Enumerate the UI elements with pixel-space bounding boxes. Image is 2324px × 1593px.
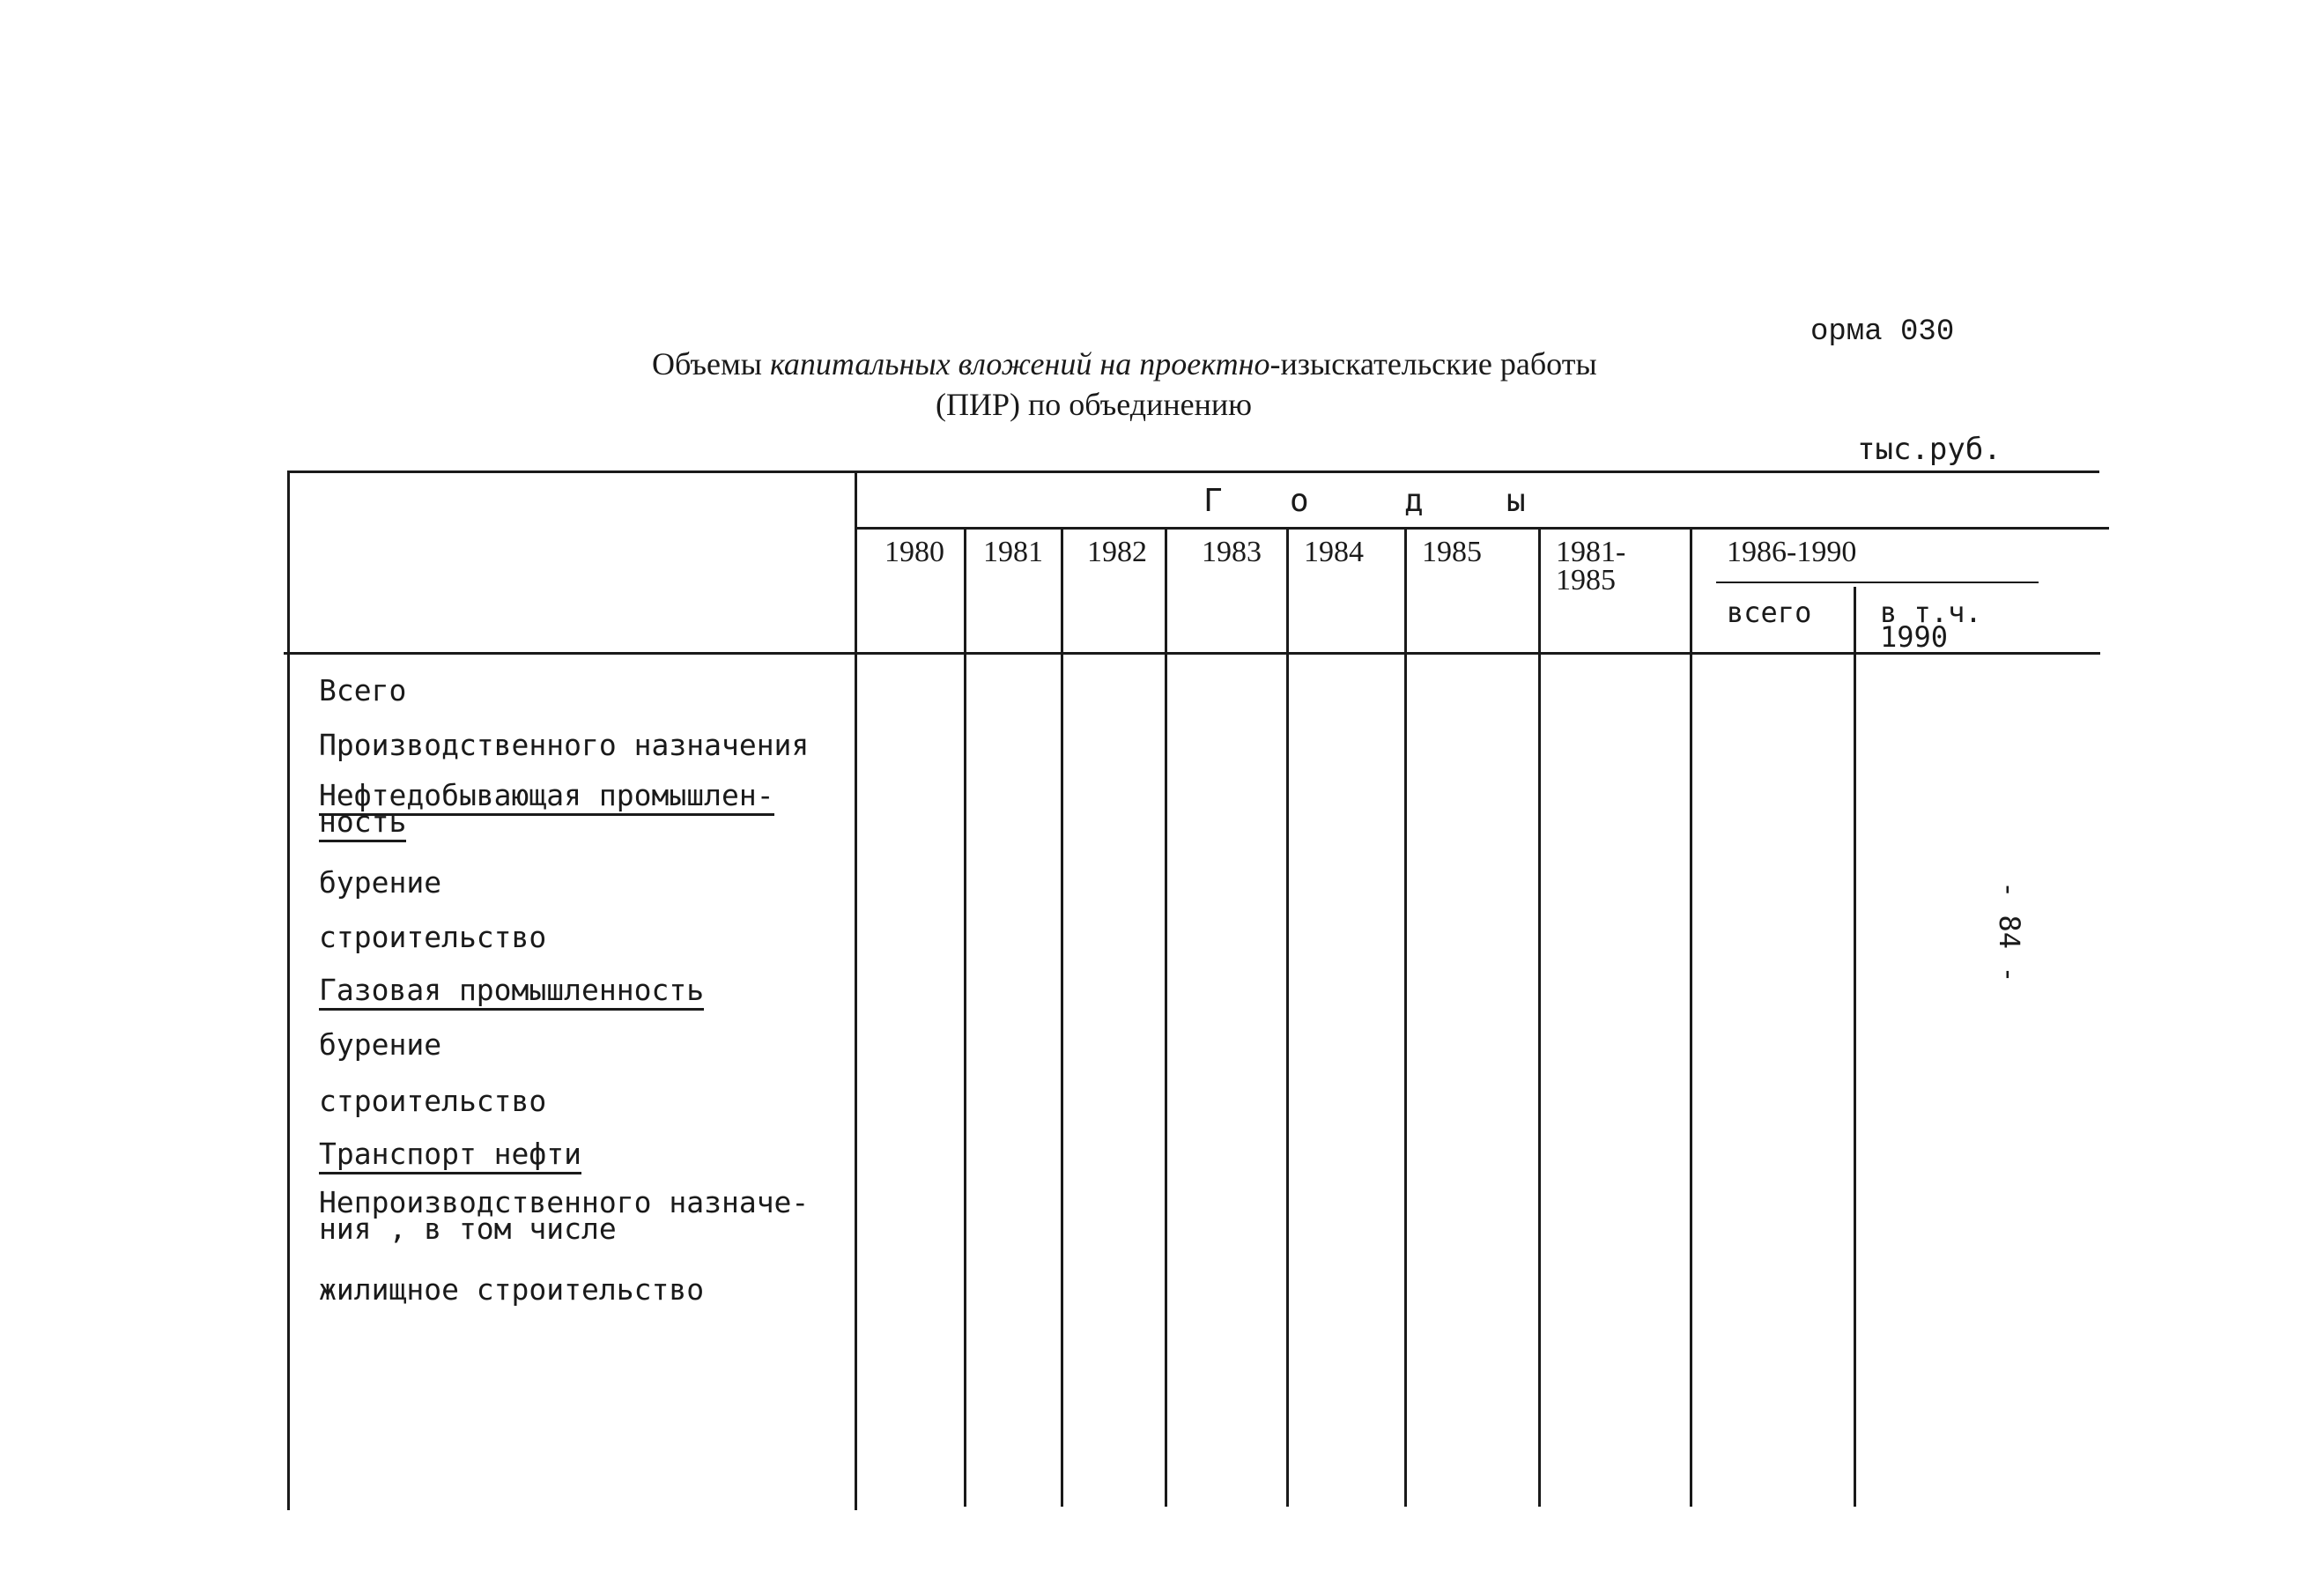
col-rule-1981-1985 — [1538, 527, 1541, 1507]
col-header-1985: 1985 — [1422, 536, 1482, 568]
years-header-rule — [856, 527, 2109, 530]
col-rule-1982 — [1061, 527, 1063, 1507]
table-top-rule — [289, 470, 2099, 473]
row-label-oil-industry — [319, 778, 774, 839]
row-label-gas-construction: строительство — [319, 1084, 547, 1118]
col-header-1986-1990: 1986-1990 — [1727, 536, 1857, 568]
form-number: орма 030 — [1810, 315, 1955, 349]
col-header-1981-1985-line1: 1981- — [1556, 536, 1626, 568]
col-rule-1986-1990 — [1690, 527, 1692, 1507]
group-header-letter: Г — [1203, 483, 1223, 519]
row-label-line: Транспорт нефти — [319, 1137, 581, 1174]
row-label-production: Производственного назначения — [319, 728, 810, 762]
row-label-oil-construction: строительство — [319, 920, 547, 954]
row-label-oil-drilling: бурение — [319, 865, 442, 900]
group-header-letter: д — [1404, 483, 1424, 519]
units-label: тыс.руб. — [1857, 432, 2002, 467]
group-header-letter: о — [1290, 483, 1309, 519]
row-label-gas-drilling: бурение — [319, 1027, 442, 1062]
document-title-line-1 — [652, 345, 1597, 382]
row-label-non-production — [319, 1185, 810, 1246]
title-part-italic: капитальных вложений на проектно- — [769, 346, 1281, 382]
title-part-rest: изыскательские работы — [1280, 346, 1597, 382]
period-subheader-rule — [1716, 582, 2039, 583]
col-rule-1984 — [1286, 527, 1289, 1507]
label-column-rule — [855, 470, 857, 1510]
header-bottom-rule — [284, 652, 2100, 655]
page-number: - 84 - — [1993, 881, 2026, 983]
row-label-line: ния , в том числе — [319, 1211, 617, 1246]
col-header-1984: 1984 — [1304, 536, 1364, 568]
row-label-total: Всего — [319, 673, 407, 708]
col-header-total: всего — [1727, 596, 1812, 629]
col-rule-1985 — [1404, 527, 1407, 1507]
row-label-line: Нефтедобывающая промышлен- — [319, 778, 774, 816]
col-header-1983: 1983 — [1202, 536, 1262, 568]
col-header-incl-line1: в т.ч. — [1880, 596, 1982, 629]
col-header-1982: 1982 — [1087, 536, 1147, 568]
group-header-letter: ы — [1506, 483, 1526, 519]
row-label-line: Газовая промышленность — [319, 973, 704, 1011]
title-part-plain: Объемы — [652, 346, 770, 382]
document-title-line-2: (ПИР) по объединению — [936, 387, 1253, 422]
row-label-gas-industry — [319, 973, 704, 1007]
col-header-1980: 1980 — [884, 536, 944, 568]
col-header-1981-1985-line2: 1985 — [1556, 564, 1616, 596]
row-label-housing: жилищное строительство — [319, 1272, 705, 1307]
col-header-incl-line2: 1990 — [1880, 620, 1949, 654]
table-left-rule — [287, 470, 290, 1510]
col-header-1981: 1981 — [983, 536, 1043, 568]
col-rule-1983 — [1165, 527, 1167, 1507]
col-rule-1981 — [964, 527, 966, 1507]
row-label-line: ность — [319, 804, 406, 842]
row-label-oil-transport — [319, 1137, 581, 1171]
col-rule-incl-1990 — [1854, 587, 1856, 1507]
row-label-line: Непроизводственного назначе- — [319, 1185, 810, 1219]
